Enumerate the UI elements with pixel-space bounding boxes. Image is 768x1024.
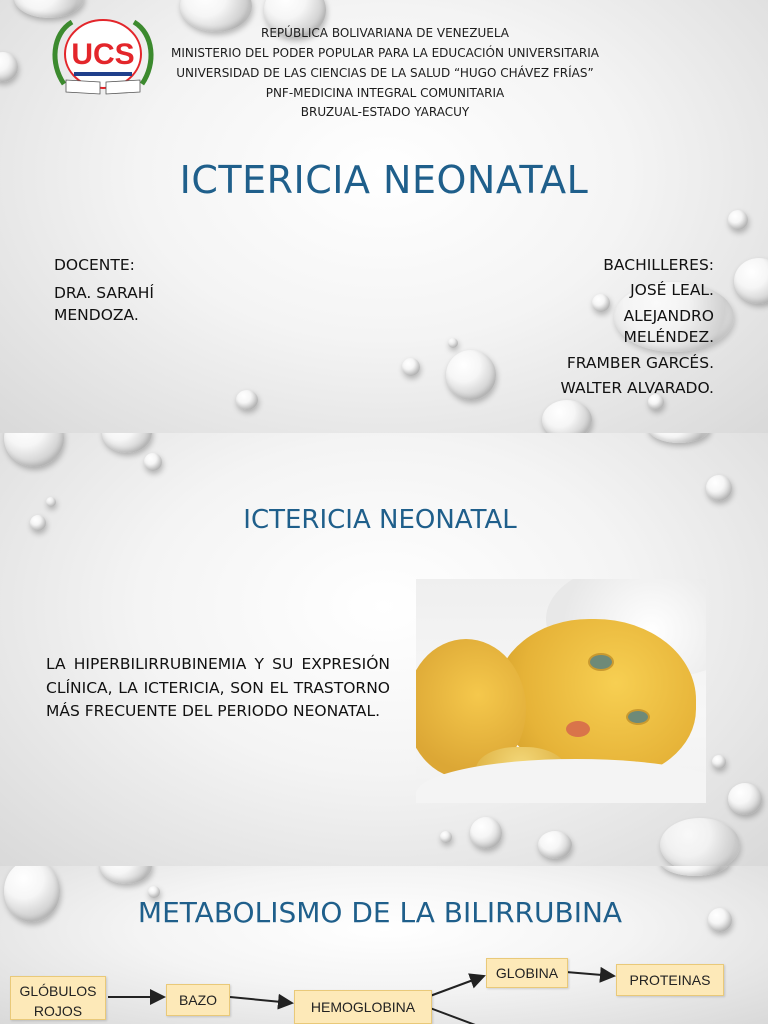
- arrow-bazo-to-hemoglobina: [230, 997, 292, 1003]
- cover-title: ICTERICIA NEONATAL: [179, 158, 589, 202]
- node-hemoglobina: HEMOGLOBINA: [294, 990, 432, 1024]
- water-drop: [0, 52, 18, 82]
- docente-label: DOCENTE:: [54, 256, 135, 274]
- arrow-hemoglobina-down: [430, 1008, 478, 1024]
- water-drop: [440, 831, 452, 843]
- header-program: PNF-MEDICINA INTEGRAL COMUNITARIA: [265, 86, 505, 100]
- water-drop: [706, 475, 732, 501]
- arrow-hemoglobina-to-globina: [430, 976, 484, 996]
- water-drop: [734, 258, 768, 304]
- definition-text: LA HIPERBILIRRUBINEMIA Y SU EXPRESIÓN CLÍNICA, LA ICTERICIA, SON EL TRASTORNO MÁS FRECUENTE DEL PERIODO NEONATAL.: [46, 655, 390, 720]
- water-drop: [592, 294, 610, 312]
- arrow-globina-to-proteinas: [566, 972, 614, 976]
- jaundiced-newborn-photo: [416, 579, 706, 803]
- slide-2-definition: [0, 433, 768, 866]
- node-globulos-rojos: GLÓBULOS ROJOS: [10, 976, 106, 1020]
- definition-title: ICTERICIA NEONATAL: [243, 505, 517, 535]
- water-drop: [402, 358, 420, 376]
- ucs-logo-text: UCS: [71, 38, 135, 71]
- header-university: UNIVERSIDAD DE LAS CIENCIAS DE LA SALUD “HUGO CHÁVEZ FRÍAS”: [176, 66, 594, 80]
- water-drop: [446, 350, 496, 400]
- water-drop: [728, 210, 748, 230]
- docente-name-line-1: DRA. SARAHÍ: [54, 284, 154, 302]
- water-drop: [538, 831, 572, 859]
- bachiller-2-line-2: MELÉNDEZ.: [623, 328, 714, 346]
- slide-1-cover: [0, 0, 768, 433]
- water-drop: [712, 755, 726, 769]
- water-drop: [144, 453, 162, 471]
- water-drop: [4, 433, 64, 467]
- water-drop: [470, 817, 502, 849]
- water-drop: [236, 390, 258, 410]
- water-drop: [102, 433, 152, 453]
- bachiller-2-line-1: ALEJANDRO: [623, 307, 714, 325]
- header-ministry: MINISTERIO DEL PODER POPULAR PARA LA EDUCACIÓN UNIVERSITARIA: [170, 46, 600, 60]
- water-drop: [648, 433, 710, 443]
- bachilleres-label: BACHILLERES:: [603, 256, 714, 274]
- water-drop: [542, 400, 592, 433]
- ucs-logo: [48, 14, 158, 100]
- slide-3-metabolism: [0, 866, 768, 1024]
- bachiller-1: JOSÉ LEAL.: [630, 281, 714, 299]
- bachiller-4: WALTER ALVARADO.: [560, 379, 714, 397]
- docente-name-line-2: MENDOZA.: [54, 306, 139, 324]
- water-drop: [448, 338, 458, 348]
- bachiller-3: FRAMBER GARCÉS.: [566, 354, 714, 372]
- water-drop: [728, 783, 762, 815]
- metabolism-title: METABOLISMO DE LA BILIRRUBINA: [137, 896, 623, 929]
- water-drop: [660, 818, 740, 866]
- node-globina: GLOBINA: [486, 958, 568, 988]
- header-country: REPÚBLICA BOLIVARIANA DE VENEZUELA: [261, 26, 509, 40]
- node-proteinas: PROTEINAS: [616, 964, 724, 996]
- node-bazo: BAZO: [166, 984, 230, 1016]
- header-location: BRUZUAL-ESTADO YARACUY: [300, 105, 470, 119]
